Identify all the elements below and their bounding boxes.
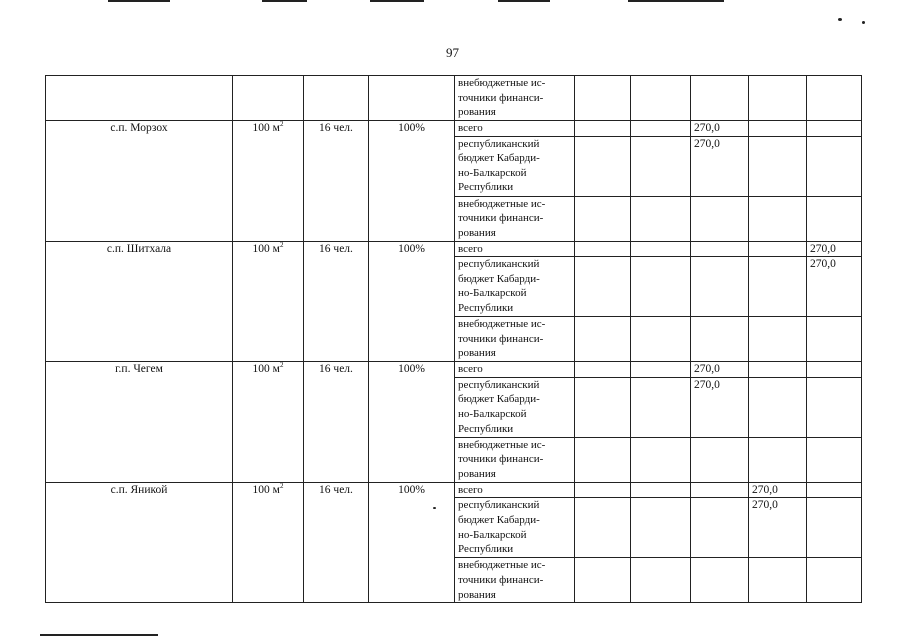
amount-cell: 270,0: [691, 136, 749, 196]
amount-cell: 270,0: [691, 362, 749, 378]
amount-cell: [691, 196, 749, 241]
amount-cell: 270,0: [749, 498, 807, 558]
amount-cell: [631, 437, 691, 482]
area-value: 100 м: [252, 242, 280, 255]
funding-source-cell: [455, 377, 575, 437]
amount-cell: [807, 317, 862, 362]
amount-cell: [807, 377, 862, 437]
area-cell: [233, 362, 304, 483]
funding-source-cell: [455, 76, 575, 121]
amount-cell: [631, 482, 691, 498]
amount-cell: [749, 377, 807, 437]
amount-cell: [575, 76, 631, 121]
scan-line-bottom: [40, 634, 158, 636]
funding-source-label: республиканский бюджет Кабарди- но-Балкарской Республики: [458, 137, 540, 194]
amount-cell: 270,0: [807, 257, 862, 317]
amount-cell: [691, 317, 749, 362]
amount-cell: [749, 437, 807, 482]
area-value: 100 м: [252, 483, 280, 496]
page-number: 97: [446, 45, 459, 60]
amount-cell: [631, 257, 691, 317]
amount-cell: [691, 437, 749, 482]
settlement-name: с.п. Яникой: [46, 482, 233, 603]
amount-cell: [807, 437, 862, 482]
people-count: 16 чел.: [304, 121, 369, 242]
area-cell: [233, 241, 304, 362]
scan-line-top-2: [262, 0, 307, 2]
scan-line-top-1: [108, 0, 170, 2]
amount-cell: [631, 558, 691, 603]
area-unit-exponent: 2: [279, 481, 284, 490]
funding-source-label: внебюджетные ис- точники финанси- рования: [458, 77, 546, 119]
amount-cell: [631, 196, 691, 241]
coverage-percent: 100%: [369, 482, 455, 603]
funding-source-label: республиканский бюджет Кабарди- но-Балкарской Республики: [458, 378, 540, 435]
amount-cell: [575, 121, 631, 137]
funding-source-label: всего: [458, 242, 483, 255]
amount-cell: [631, 136, 691, 196]
amount-cell: [749, 76, 807, 121]
settlement-name: с.п. Шитхала: [46, 241, 233, 362]
amount-cell: [631, 121, 691, 137]
funding-source-cell: [455, 558, 575, 603]
table-row: [46, 76, 862, 121]
amount-cell: [807, 498, 862, 558]
amount-cell: [691, 76, 749, 121]
scan-speck: [838, 18, 842, 21]
area-unit-exponent: 2: [279, 361, 284, 370]
amount-cell: [575, 257, 631, 317]
coverage-percent: 100%: [369, 362, 455, 483]
people-count: 16 чел.: [304, 362, 369, 483]
funding-source-label: всего: [458, 122, 483, 134]
amount-cell: [807, 362, 862, 378]
area-unit-exponent: 2: [279, 240, 284, 249]
coverage-percent: 100%: [369, 241, 455, 362]
amount-cell: [691, 257, 749, 317]
funding-source-cell: [455, 317, 575, 362]
people-count: 16 чел.: [304, 241, 369, 362]
amount-cell: 270,0: [807, 241, 862, 257]
scan-line-top-3: [370, 0, 424, 2]
amount-cell: [807, 136, 862, 196]
people-cell: [304, 76, 369, 121]
area-unit-exponent: 2: [279, 120, 284, 129]
amount-cell: [807, 196, 862, 241]
amount-cell: [749, 196, 807, 241]
amount-cell: 270,0: [691, 377, 749, 437]
funding-source-cell: [455, 136, 575, 196]
amount-cell: [631, 317, 691, 362]
amount-cell: [807, 76, 862, 121]
area-cell: [233, 482, 304, 603]
settlement-name: с.п. Морзох: [46, 121, 233, 242]
settlement-name: г.п. Чегем: [46, 362, 233, 483]
amount-cell: [575, 317, 631, 362]
amount-cell: [575, 498, 631, 558]
amount-cell: [575, 136, 631, 196]
funding-source-cell: [455, 362, 575, 378]
area-cell: [233, 121, 304, 242]
funding-source-cell: [455, 498, 575, 558]
amount-cell: [749, 241, 807, 257]
scan-line-top-4: [498, 0, 550, 2]
amount-cell: [575, 482, 631, 498]
amount-cell: 270,0: [749, 482, 807, 498]
scan-line-top-5: [628, 0, 724, 2]
amount-cell: [749, 257, 807, 317]
amount-cell: [631, 377, 691, 437]
table-row: [46, 121, 862, 137]
funding-source-label: республиканский бюджет Кабарди- но-Балкарской Республики: [458, 499, 540, 556]
amount-cell: [575, 362, 631, 378]
amount-cell: [691, 241, 749, 257]
funding-source-label: республиканский бюджет Кабарди- но-Балкарской Республики: [458, 258, 540, 314]
funding-table: [45, 75, 862, 603]
amount-cell: [749, 558, 807, 603]
area-value: 100 м: [252, 363, 280, 376]
funding-source-cell: [455, 257, 575, 317]
amount-cell: [749, 136, 807, 196]
coverage-percent: 100%: [369, 121, 455, 242]
amount-cell: [575, 558, 631, 603]
amount-cell: [749, 317, 807, 362]
amount-cell: [631, 498, 691, 558]
funding-source-cell: [455, 482, 575, 498]
funding-source-cell: [455, 241, 575, 257]
amount-cell: [807, 482, 862, 498]
table-row: [46, 241, 862, 257]
funding-source-label: всего: [458, 363, 483, 376]
amount-cell: 270,0: [691, 121, 749, 137]
table-body: [46, 76, 862, 603]
amount-cell: [575, 196, 631, 241]
scan-speck: [862, 21, 865, 24]
amount-cell: [691, 498, 749, 558]
amount-cell: [807, 558, 862, 603]
funding-source-label: внебюджетные ис- точники финанси- рования: [458, 559, 546, 601]
amount-cell: [575, 437, 631, 482]
amount-cell: [631, 76, 691, 121]
table-row: [46, 482, 862, 498]
funding-source-label: внебюджетные ис- точники финанси- рования: [458, 318, 546, 360]
funding-source-cell: [455, 121, 575, 137]
amount-cell: [749, 121, 807, 137]
funding-source-label: всего: [458, 483, 483, 496]
amount-cell: [691, 482, 749, 498]
place-cell: [46, 76, 233, 121]
amount-cell: [631, 362, 691, 378]
funding-source-cell: [455, 437, 575, 482]
area-cell: [233, 76, 304, 121]
amount-cell: [691, 558, 749, 603]
area-value: 100 м: [252, 122, 280, 134]
amount-cell: [575, 377, 631, 437]
funding-source-cell: [455, 196, 575, 241]
funding-source-label: внебюджетные ис- точники финанси- рования: [458, 197, 546, 239]
amount-cell: [631, 241, 691, 257]
funding-source-label: внебюджетные ис- точники финанси- рования: [458, 438, 546, 480]
amount-cell: [749, 362, 807, 378]
table-row: [46, 362, 862, 378]
amount-cell: [807, 121, 862, 137]
percent-cell: [369, 76, 455, 121]
people-count: 16 чел.: [304, 482, 369, 603]
amount-cell: [575, 241, 631, 257]
